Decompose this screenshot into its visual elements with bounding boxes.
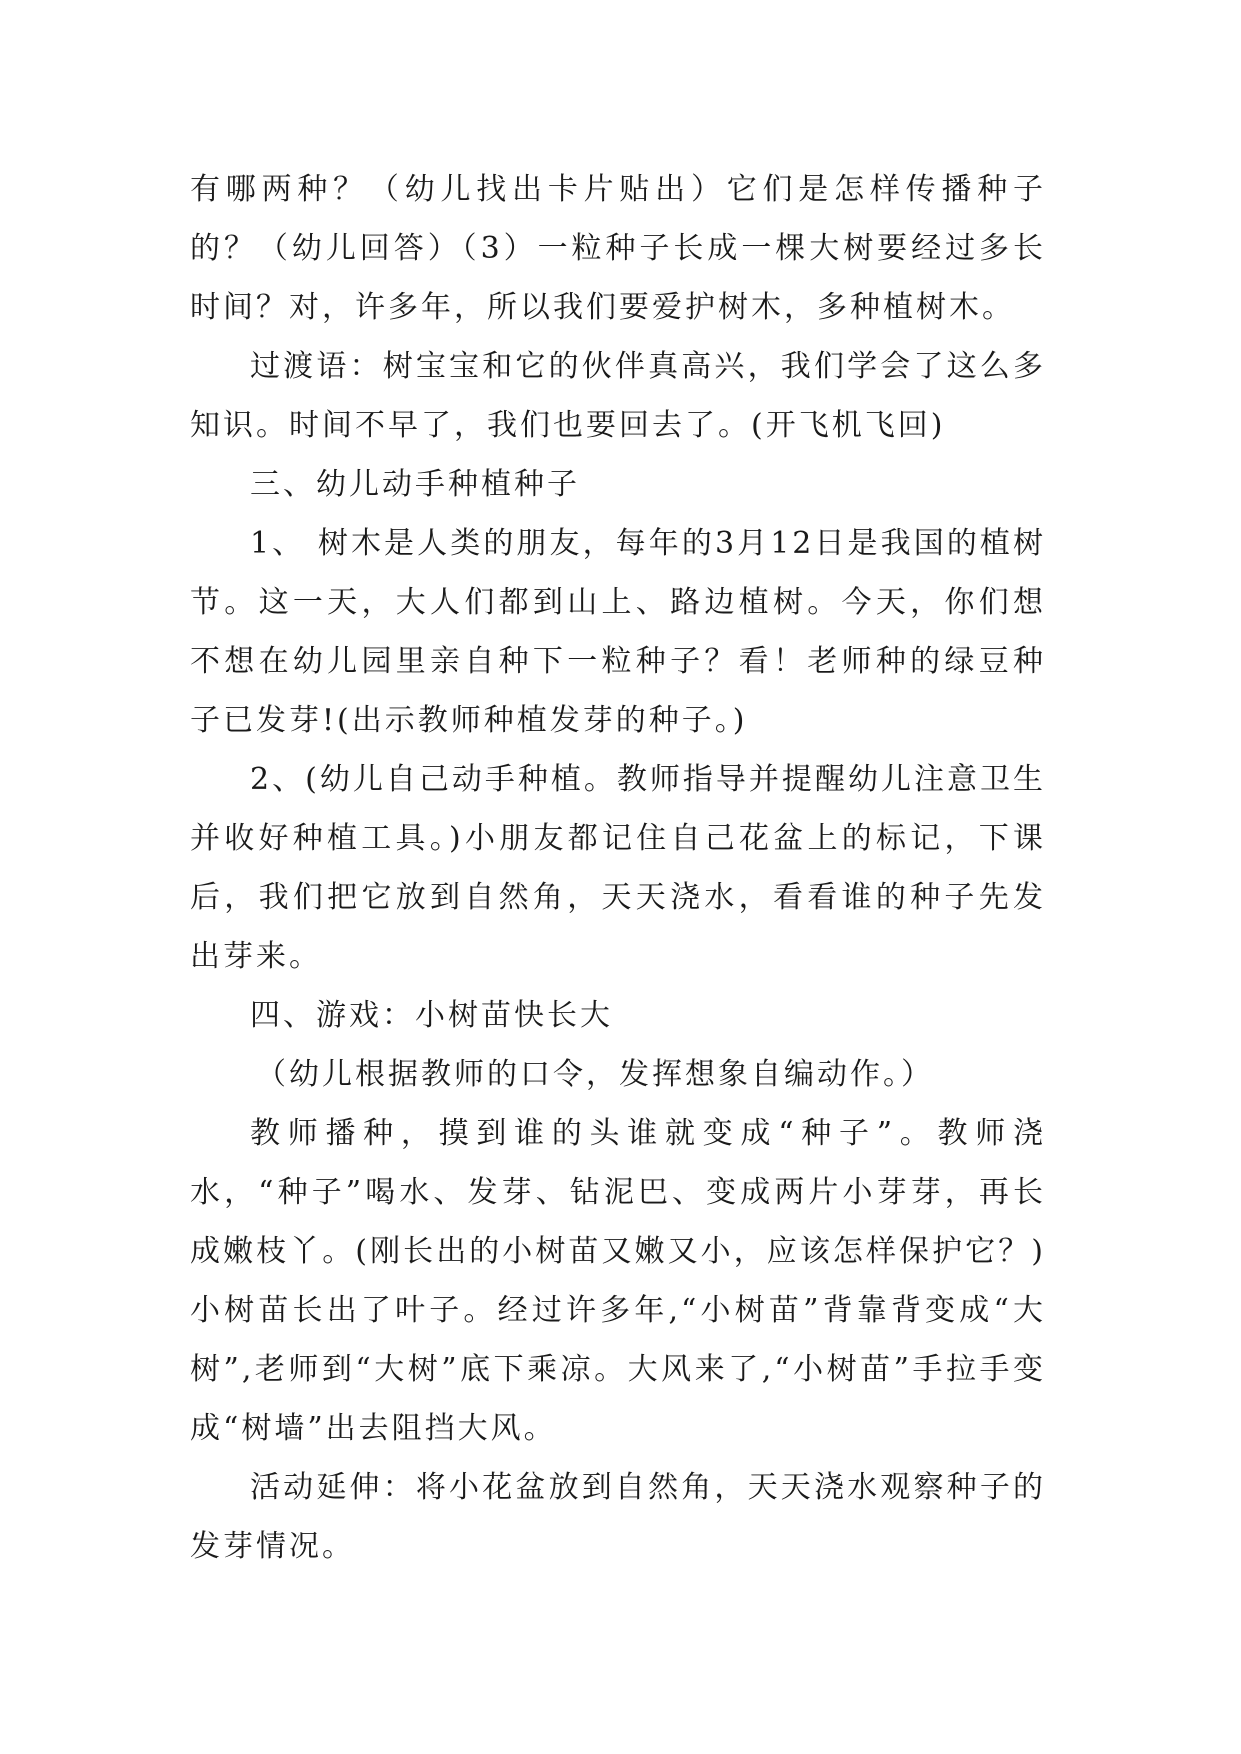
paragraph-extension: 活动延伸：将小花盆放到自然角，天天浇水观察种子的发芽情况。 [190,1470,1046,1564]
paragraph-transition: 过渡语：树宝宝和它的伙伴真高兴，我们学会了这么多知识。时间不早了，我们也要回去了。(开飞机飞回) [190,349,1046,443]
section-heading-4: 四、游戏：小树苗快长大 [250,998,613,1033]
section-heading-3: 三、幼儿动手种植种子 [250,467,580,502]
paragraph-step-2: 2、(幼儿自己动手种植。教师指导并提醒幼儿注意卫生并收好种植工具。)小朋友都记住自己花盆上的标记，下课后，我们把它放到自然角，天天浇水，看看谁的种子先发出芽来。 [190,762,1046,974]
document-body [190,160,1046,1576]
paragraph-game-note: （幼儿根据教师的口令，发挥想象自编动作。） [256,1057,934,1092]
paragraph-step-1: 1、 树木是人类的朋友，每年的3月12日是我国的植树节。这一天，大人们都到山上、路边植树。今天，你们想不想在幼儿园里亲自种下一粒种子？看！老师种的绿豆种子已发芽!(出示教师种植发芽的种子。) [190,526,1046,738]
paragraph-game-description: 教师播种，摸到谁的头谁就变成“种子”。教师浇水，“种子”喝水、发芽、钻泥巴、变成两片小芽芽，再长成嫩枝丫。(刚长出的小树苗又嫩又小，应该怎样保护它？)小树苗长出了叶子。经过许多年,“小树苗”背靠背变成“大树”,老师到“大树”底下乘凉。大风来了,“小树苗”手拉手变成“树墙”出去阻挡大风。 [190,1116,1046,1446]
paragraph-continuation: 有哪两种？（幼儿找出卡片贴出）它们是怎样传播种子的？（幼儿回答）（3）一粒种子长成一棵大树要经过多长时间？对，许多年，所以我们要爱护树木，多种植树木。 [190,172,1046,325]
